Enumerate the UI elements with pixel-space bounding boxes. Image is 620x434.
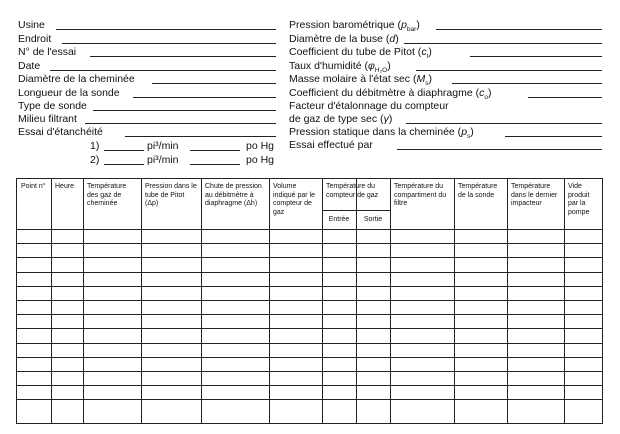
table-cell[interactable] [507,328,564,342]
table-cell[interactable] [390,328,454,342]
table-cell[interactable] [356,286,390,300]
field-label-text: Coefficient du débitmètre à diaphragme ( [289,87,480,99]
field-label [289,33,399,45]
table-cell[interactable] [322,229,356,243]
table-cell[interactable] [356,243,390,257]
leak-row-number: 1) [90,140,100,152]
table-cell[interactable] [83,385,141,399]
field-input-line[interactable] [93,110,276,111]
column-header: Chute de pression au débitmètre à diaphragme (Δh) [205,183,262,207]
table-cell[interactable] [322,385,356,399]
table-cell[interactable] [17,229,51,243]
leak-rate-input-line[interactable] [104,164,144,165]
table-cell[interactable] [51,272,83,286]
table-cell[interactable] [390,371,454,385]
leak-rate-unit: pi³/min [147,154,179,166]
table-cell[interactable] [17,314,51,328]
leak-pressure-unit: po Hg [246,154,275,166]
field-label-end: ) [388,113,393,125]
field-label: Usine [18,19,45,31]
table-cell[interactable] [201,229,269,243]
table-cell[interactable] [83,243,141,257]
field-label-text: Essai effectué par [289,139,373,151]
table-cell[interactable] [269,357,322,371]
table-cell[interactable] [564,314,604,328]
column-header: Pression dans le tube de Pitot (Δp) [145,183,197,207]
table-cell[interactable] [51,229,83,243]
field-symbol-subscript: o [484,94,488,102]
table-cell[interactable] [201,328,269,342]
column-header: Volume indiqué par le compteur de gaz [273,183,316,216]
table-cell[interactable] [322,343,356,357]
table-cell[interactable] [390,272,454,286]
table-cell[interactable] [141,328,201,342]
table-cell[interactable] [454,385,507,399]
field-input-line[interactable] [528,97,602,98]
table-cell[interactable] [17,357,51,371]
table-cell[interactable] [51,286,83,300]
field-label [289,100,449,112]
table-cell[interactable] [141,286,201,300]
table-cell[interactable] [507,343,564,357]
field-label-text: Diamètre de la buse ( [289,33,390,45]
field-input-line[interactable] [505,136,602,137]
table-cell[interactable] [454,257,507,271]
table-cell[interactable] [507,385,564,399]
field-input-line[interactable] [397,149,602,150]
table-cell[interactable] [141,399,201,413]
table-cell[interactable] [356,385,390,399]
field-label: Longueur de la sonde [18,87,120,99]
table-cell[interactable] [564,328,604,342]
table-cell[interactable] [83,314,141,328]
table-cell[interactable] [356,399,390,413]
table-cell[interactable] [356,357,390,371]
table-cell[interactable] [564,257,604,271]
column-header: Température des gaz de cheminée [87,183,127,207]
table-cell[interactable] [564,385,604,399]
table-cell[interactable] [390,343,454,357]
table-cell[interactable] [507,300,564,314]
table-cell[interactable] [51,314,83,328]
field-input-line[interactable] [50,70,276,71]
table-cell[interactable] [507,272,564,286]
table-cell[interactable] [51,357,83,371]
column-header: Vide produit par la pompe [568,183,590,216]
table-cell[interactable] [322,257,356,271]
table-cell[interactable] [201,385,269,399]
table-cell[interactable] [269,328,322,342]
field-label: Diamètre de la cheminée [18,73,135,85]
field-symbol: p [461,126,468,138]
table-cell[interactable] [507,314,564,328]
field-label: Milieu filtrant [18,113,77,125]
table-cell[interactable] [269,229,322,243]
table-cell[interactable] [51,300,83,314]
table-cell[interactable] [269,300,322,314]
table-cell[interactable] [141,272,201,286]
table-cell[interactable] [507,229,564,243]
table-cell[interactable] [322,371,356,385]
field-symbol: d [389,33,396,45]
table-cell[interactable] [390,229,454,243]
table-cell[interactable] [17,272,51,286]
table-cell[interactable] [507,257,564,271]
field-symbol: p [401,19,407,31]
field-input-line[interactable] [90,56,276,57]
field-label-text: Masse molaire à l'état sec ( [289,73,417,85]
field-label: Type de sonde [18,100,87,112]
table-cell[interactable] [454,300,507,314]
table-cell[interactable] [356,257,390,271]
field-label: N° de l'essai [18,46,77,58]
table-cell[interactable] [51,399,83,413]
table-cell[interactable] [269,314,322,328]
table-cell[interactable] [83,328,141,342]
table-cell[interactable] [322,300,356,314]
table-cell[interactable] [201,286,269,300]
table-cell[interactable] [454,343,507,357]
field-input-line[interactable] [470,56,602,57]
table-cell[interactable] [83,399,141,413]
table-cell[interactable] [51,371,83,385]
table-cell[interactable] [356,371,390,385]
field-input-line[interactable] [404,43,602,44]
field-label: Date [18,60,41,72]
table-cell[interactable] [51,328,83,342]
table-cell[interactable] [17,328,51,342]
table-cell[interactable] [269,385,322,399]
table-cell[interactable] [201,343,269,357]
table-cell[interactable] [356,328,390,342]
table-cell[interactable] [201,371,269,385]
field-input-line[interactable] [452,83,602,84]
field-label-end: ) [428,46,432,58]
field-label-text: Coefficient du tube de Pitot ( [289,46,422,58]
field-label-text: Pression statique dans la cheminée ( [289,126,462,138]
table-cell[interactable] [269,257,322,271]
leak-pressure-unit: po Hg [246,140,275,152]
field-symbol: M [416,73,426,85]
field-symbol-subscript: s [467,133,471,141]
field-symbol-subscript: bar [406,26,417,34]
field-symbol: γ [383,113,389,125]
table-cell[interactable] [51,343,83,357]
table-cell[interactable] [454,328,507,342]
column-header: Température de la sonde [458,183,498,199]
table-cell[interactable] [17,300,51,314]
table-cell[interactable] [17,343,51,357]
field-label-end: ) [470,126,474,138]
table-cell[interactable] [390,399,454,413]
table-cell[interactable] [454,272,507,286]
table-cell[interactable] [322,243,356,257]
table-cell[interactable] [322,328,356,342]
table-cell[interactable] [356,314,390,328]
table-cell[interactable] [564,343,604,357]
table-cell[interactable] [564,357,604,371]
field-symbol: c [479,87,485,99]
table-cell[interactable] [17,399,51,413]
field-symbol-subscript: t [426,53,429,61]
field-symbol-subscript: H₂O [374,67,388,75]
table-cell[interactable] [141,229,201,243]
table-cell[interactable] [390,357,454,371]
table-cell[interactable] [83,300,141,314]
field-label-text: Taux d'humidité ( [289,60,369,72]
table-cell[interactable] [51,385,83,399]
table-cell[interactable] [454,229,507,243]
table-cell[interactable] [454,371,507,385]
column-header: Température du compartiment du filtre [394,183,447,207]
table-cell[interactable] [201,399,269,413]
table-cell[interactable] [17,243,51,257]
column-header: Point n° [21,183,46,190]
table-cell[interactable] [201,314,269,328]
table-cell[interactable] [454,243,507,257]
table-cell[interactable] [564,286,604,300]
table-cell[interactable] [17,286,51,300]
table-cell[interactable] [564,243,604,257]
field-symbol: c [421,46,427,58]
field-input-line[interactable] [436,29,602,30]
table-cell[interactable] [454,357,507,371]
table-cell[interactable] [83,229,141,243]
table-cell[interactable] [141,357,201,371]
table-cell[interactable] [17,257,51,271]
table-cell[interactable] [322,272,356,286]
table-cell[interactable] [390,300,454,314]
table-cell[interactable] [201,272,269,286]
table-cell[interactable] [564,272,604,286]
field-input-line[interactable] [416,70,602,71]
data-table [16,178,603,424]
table-cell[interactable] [507,243,564,257]
field-label: Endroit [18,33,52,45]
field-input-line[interactable] [85,123,276,124]
field-label-text: de gaz de type sec ( [289,113,384,125]
table-cell[interactable] [83,371,141,385]
table-cell[interactable] [269,243,322,257]
table-cell[interactable] [454,399,507,413]
table-cell[interactable] [83,357,141,371]
table-cell[interactable] [141,385,201,399]
table-cell[interactable] [201,300,269,314]
field-label: Essai d'étanchéité [18,126,103,138]
table-cell[interactable] [141,314,201,328]
table-cell[interactable] [564,229,604,243]
table-cell[interactable] [269,371,322,385]
column-subheader: Sortie [363,216,383,223]
field-label-end: ) [487,87,492,99]
table-cell[interactable] [507,357,564,371]
table-cell[interactable] [269,272,322,286]
field-label-end: ) [395,33,399,45]
field-input-line[interactable] [406,123,602,124]
table-cell[interactable] [390,257,454,271]
table-cell[interactable] [507,371,564,385]
table-cell[interactable] [201,243,269,257]
table-cell[interactable] [269,399,322,413]
table-cell[interactable] [507,286,564,300]
table-cell[interactable] [390,385,454,399]
leak-pressure-input-line[interactable] [190,164,240,165]
field-input-line[interactable] [133,97,276,98]
field-symbol: φ [368,60,375,72]
table-cell[interactable] [201,257,269,271]
table-cell[interactable] [322,314,356,328]
leak-rate-input-line[interactable] [104,150,144,151]
table-cell[interactable] [17,371,51,385]
table-cell[interactable] [51,243,83,257]
table-cell[interactable] [356,300,390,314]
table-cell[interactable] [564,371,604,385]
table-cell[interactable] [201,357,269,371]
field-input-line[interactable] [125,136,276,137]
table-cell[interactable] [390,314,454,328]
table-cell[interactable] [83,343,141,357]
field-label [289,139,373,151]
table-cell[interactable] [269,286,322,300]
column-header: Température dans le dernier impacteur [511,183,558,207]
column-header: Température du compteur de gaz [326,183,379,199]
table-cell[interactable] [83,272,141,286]
table-cell[interactable] [269,343,322,357]
table-cell[interactable] [454,314,507,328]
field-label-text: Pression barométrique ( [289,19,402,31]
table-cell[interactable] [390,286,454,300]
field-label-end: ) [387,60,391,72]
table-cell[interactable] [83,257,141,271]
table-cell[interactable] [454,286,507,300]
field-symbol-subscript: s [425,80,429,88]
table-cell[interactable] [83,286,141,300]
table-cell[interactable] [356,272,390,286]
field-input-line[interactable] [152,83,276,84]
table-cell[interactable] [322,399,356,413]
field-label-text: Facteur d'étalonnage du compteur [289,100,449,112]
table-cell[interactable] [564,300,604,314]
field-input-line[interactable] [56,29,276,30]
table-cell[interactable] [507,399,564,413]
field-label-end: ) [416,19,420,31]
table-cell[interactable] [141,243,201,257]
column-header: Heure [55,183,75,190]
table-cell[interactable] [564,399,604,413]
leak-row-number: 2) [90,154,100,166]
table-cell[interactable] [390,243,454,257]
table-cell[interactable] [141,257,201,271]
field-input-line[interactable] [62,43,276,44]
table-cell[interactable] [322,357,356,371]
leak-rate-unit: pi³/min [147,140,179,152]
table-cell[interactable] [17,385,51,399]
table-cell[interactable] [322,286,356,300]
leak-pressure-input-line[interactable] [190,150,240,151]
table-cell[interactable] [141,343,201,357]
table-cell[interactable] [356,229,390,243]
table-cell[interactable] [356,343,390,357]
field-label-end: ) [428,73,432,85]
table-cell[interactable] [141,300,201,314]
table-cell[interactable] [141,371,201,385]
column-subheader: Entrée [328,216,350,223]
field-label [289,113,392,125]
table-cell[interactable] [51,257,83,271]
